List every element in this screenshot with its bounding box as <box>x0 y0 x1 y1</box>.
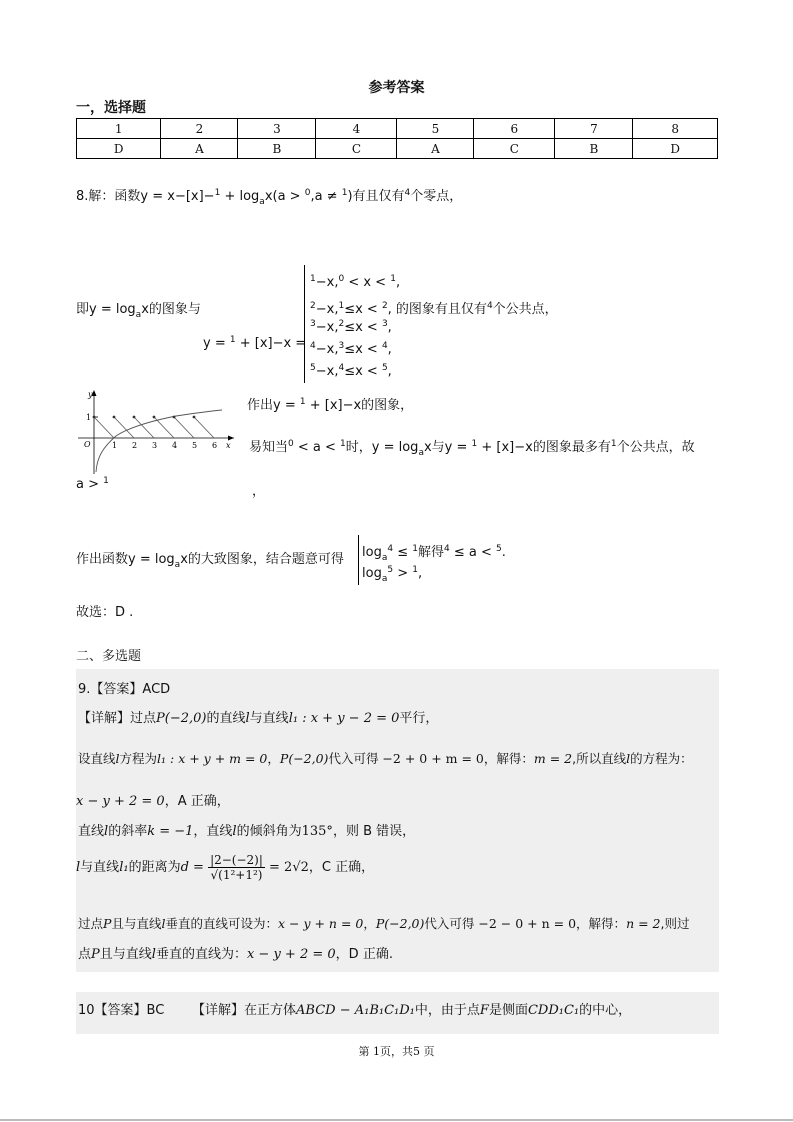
q9-math: l₁ : x + y − 2 = 0 <box>288 711 400 726</box>
table-cell: 7 <box>555 119 633 139</box>
q9-math: l <box>104 824 109 839</box>
q9-text: 的距离为 <box>128 860 181 875</box>
q8-text: ≤x < <box>344 364 382 379</box>
q8-text: 解得 <box>417 545 444 560</box>
q8-text: , <box>417 566 423 581</box>
q8-text: 3 <box>381 319 388 329</box>
sawtooth-segment <box>94 417 114 438</box>
q8-text: 4 <box>444 544 450 554</box>
table-cell: 4 <box>316 119 397 139</box>
q9-line <box>78 749 693 767</box>
q9-math: −2 + 0 + m = 0 <box>382 751 484 766</box>
q9-math: l <box>115 751 120 766</box>
q8-text: ≤x < <box>344 302 382 317</box>
piecewise-case <box>310 298 558 317</box>
sawtooth-segment <box>174 417 194 438</box>
q8-text: ≤x < <box>344 320 382 335</box>
q10-line <box>192 999 631 1018</box>
q9-text: 且与直线 <box>99 947 152 962</box>
q10-math: CDD₁C₁ <box>527 1003 580 1018</box>
graph-x-tick: 5 <box>192 441 198 450</box>
q9-math: l <box>76 860 81 875</box>
q8-text: 1 <box>214 188 221 198</box>
q9-text: ,所以直线 <box>572 751 627 766</box>
section-heading-choice: 一，选择题 <box>76 100 146 116</box>
q8-text: x的图象与 <box>141 302 201 317</box>
piecewise-case <box>310 364 392 379</box>
q8-text: log <box>362 566 382 581</box>
q8-text: )有且仅有 <box>347 189 405 204</box>
q9-text: 平行， <box>399 711 439 726</box>
q9-text: 的倾斜角为 <box>236 824 302 839</box>
q8-text: 个公共点， <box>492 302 558 317</box>
q8-text: a <box>418 448 424 458</box>
table-cell: D <box>633 139 718 159</box>
q9-text: ，直线 <box>193 824 233 839</box>
q9-math: −2 − 0 + n = 0 <box>478 916 577 931</box>
q8-text: 4 <box>387 544 394 554</box>
q8-text: −x, <box>315 302 339 317</box>
q8-text: 易知当 <box>249 440 289 455</box>
q8-text: 1 <box>310 274 316 284</box>
q9-math: P(−2,0) <box>279 751 329 766</box>
q8-text: a > <box>76 477 104 492</box>
x-axis-arrow <box>228 436 234 441</box>
q10-math: ABCD − A₁B₁C₁D₁ <box>296 1003 415 1018</box>
q9-text: ， <box>267 751 280 766</box>
q8-text: 2 <box>310 301 316 311</box>
q8-text: 4 <box>404 188 411 198</box>
q9-math: k = −1 <box>147 824 194 839</box>
q8-observation <box>249 436 695 458</box>
q9-text: 代入可得 <box>328 751 383 766</box>
q9-text: 代入可得 <box>424 916 479 931</box>
q8-eq-intro <box>76 298 201 320</box>
q10-heading: 10【答案】BC <box>78 1003 165 1018</box>
q8-text: log <box>362 545 382 560</box>
q8-text: 1 <box>412 565 418 575</box>
q8-text: x的大致图象，结合题意可得 <box>180 552 344 567</box>
q8-draw <box>247 394 413 413</box>
q8-text: 1 <box>340 439 346 449</box>
q9-text: 过点 <box>78 916 104 931</box>
table-cell: B <box>238 139 316 159</box>
table-cell: B <box>555 139 633 159</box>
q8-text: ≤ a < <box>449 545 497 560</box>
q8-text: 作出y = <box>247 398 300 413</box>
q9-math: l₁ <box>119 860 129 875</box>
q9-line <box>76 790 230 809</box>
q8-text: 1 <box>341 188 348 198</box>
q9-heading: 9.【答案】ACD <box>78 682 171 697</box>
q9-text: 方程为 <box>119 751 158 766</box>
q8-text: 1 <box>338 301 345 311</box>
q9-line <box>76 853 374 882</box>
sawtooth-segment <box>154 417 174 438</box>
graph-y-label: y <box>88 390 93 399</box>
q9-text: ，解得： <box>576 916 627 931</box>
q9-text: 且与直线 <box>111 916 162 931</box>
q8-text: a <box>135 310 142 320</box>
q8-text: −x, <box>315 364 339 379</box>
q8-text: + [x]−x = <box>235 336 307 351</box>
q8-text: + [x]−x的图象最多有 <box>477 440 611 455</box>
q9-math: = 2√2 <box>264 860 309 875</box>
table-cell: A <box>161 139 238 159</box>
q9-line <box>78 914 689 932</box>
q9-math: l <box>232 824 237 839</box>
q9-math: l <box>161 916 166 931</box>
sawtooth-segment <box>134 417 154 438</box>
q9-math: l <box>245 711 250 726</box>
q10-text: 是侧面 <box>488 1003 528 1018</box>
section-heading-multi: 二、多选题 <box>76 649 142 664</box>
q10-text: 的中心， <box>579 1003 632 1018</box>
sawtooth-dot <box>93 416 96 419</box>
q8-text: , 的图象有且仅有 <box>387 302 487 317</box>
table-cell: 5 <box>397 119 474 139</box>
graph-y-tick: 1 <box>86 413 92 422</box>
q8-text: 4 <box>381 341 388 351</box>
q9-text: 设直线 <box>78 751 116 766</box>
q9-text: ，D 正确. <box>335 947 393 962</box>
q8-text: y = <box>203 336 230 351</box>
q8-text: 个公共点，故 <box>616 440 695 455</box>
fraction-denominator: √(1²+1²) <box>210 868 263 882</box>
q8-piecewise-lhs <box>203 336 306 351</box>
graph-x-tick: 4 <box>172 441 178 450</box>
graph-x-tick: 3 <box>152 441 158 450</box>
q8-text: 0 <box>304 188 311 198</box>
q9-text: 垂直的直线可设为： <box>165 916 278 931</box>
q8-text: 1 <box>412 544 418 554</box>
q8-text: 2 <box>338 319 345 329</box>
q8-text: x(a > <box>264 189 305 204</box>
system-line-1 <box>362 541 506 563</box>
q8-text: , <box>395 275 401 290</box>
q8-final <box>76 548 344 570</box>
q9-text: 【详解】过点 <box>78 711 157 726</box>
piecewise-case <box>310 342 392 357</box>
q9-text: 点 <box>78 947 92 962</box>
graph-x-label: x <box>226 441 231 450</box>
q8-text: −x, <box>315 320 339 335</box>
q8-text: , <box>387 364 392 379</box>
q8-text: , <box>387 342 392 357</box>
q8-text: y = x−[x]− <box>140 189 215 204</box>
table-cell: C <box>316 139 397 159</box>
answer-table <box>76 118 718 159</box>
q8-text: a <box>381 574 388 584</box>
q8-text: 4 <box>310 341 316 351</box>
q8-text: 1 <box>229 335 236 345</box>
sawtooth-dot <box>133 416 136 419</box>
q8-text: 4 <box>486 301 493 311</box>
fraction-numerator: |2−(−2)| <box>210 853 263 867</box>
table-cell: A <box>397 139 474 159</box>
system-brace <box>358 535 359 585</box>
q9-text: 的直线 <box>206 711 246 726</box>
table-row-answers <box>77 139 718 159</box>
q8-text: 0 <box>338 274 345 284</box>
q9-text: ，解得： <box>483 751 534 766</box>
page-footer: 第 1页，共5 页 <box>358 1045 435 1058</box>
q8-statement <box>76 185 463 207</box>
q8-text: + [x]−x的图象， <box>305 398 414 413</box>
table-cell: C <box>474 139 555 159</box>
q8-text: 1 <box>103 476 109 486</box>
piecewise-brace <box>304 265 305 383</box>
q8-text: 时，y = log <box>345 440 419 455</box>
q10-text: 中，由于点 <box>414 1003 480 1018</box>
q8-text: −x, <box>315 342 339 357</box>
q8-text: < a < <box>293 440 341 455</box>
sawtooth-dot <box>173 416 176 419</box>
q8-text: a <box>381 553 388 563</box>
q9-math: P(−2,0) <box>375 916 425 931</box>
q9-text: ，则 B 错误， <box>332 824 416 839</box>
table-cell: 1 <box>77 119 161 139</box>
page-bottom-border <box>0 1119 793 1121</box>
table-cell: 6 <box>474 119 555 139</box>
q8-text: 5 <box>310 363 316 373</box>
q8-text: 1 <box>471 439 478 449</box>
q8-text: . <box>501 545 506 560</box>
q8-choice: 故选：D . <box>76 605 134 620</box>
q9-text: 的斜率 <box>108 824 148 839</box>
q8-text: ≤x < <box>344 342 382 357</box>
q9-math: P <box>91 947 100 962</box>
q8-text: 0 <box>288 439 294 449</box>
graph-origin: O <box>84 440 91 449</box>
sawtooth-dot <box>193 416 196 419</box>
q8-text: 1 <box>610 439 617 449</box>
page-title: 参考答案 <box>368 80 425 96</box>
q8-comma: ， <box>252 484 266 499</box>
q9-line <box>78 943 393 962</box>
q8-text: 即y = log <box>76 302 136 317</box>
q8-text: > <box>393 566 413 581</box>
q9-math: 135° <box>301 824 333 839</box>
q9-math: l <box>151 947 156 962</box>
q9-math: d = <box>180 860 209 875</box>
q8-text: 1 <box>390 274 396 284</box>
q9-math: l₁ : x + y + m = 0 <box>157 751 268 766</box>
q8-text: 个零点， <box>410 189 463 204</box>
q8-text: 3 <box>310 319 316 329</box>
q9-text: ，A 正确， <box>164 794 230 809</box>
q10-math: F <box>479 1003 489 1018</box>
q9-text: 垂直的直线为： <box>155 947 247 962</box>
q9-line <box>78 707 438 726</box>
q8-a-gt <box>76 477 109 492</box>
graph-x-tick: 1 <box>112 441 118 450</box>
q8-text: −x, <box>315 275 339 290</box>
q9-math: P <box>103 916 112 931</box>
q8-text: x与y = <box>423 440 472 455</box>
q8-text: ,a ≠ <box>310 189 342 204</box>
q9-text: ， <box>363 916 376 931</box>
q9-math: x − y + 2 = 0 <box>76 794 165 809</box>
q9-math: m = 2 <box>533 751 573 766</box>
q8-text: 5 <box>496 544 502 554</box>
q9-text: 与直线 <box>80 860 120 875</box>
q8-text: a <box>174 560 181 570</box>
sawtooth-dot <box>113 416 116 419</box>
q9-math: l <box>626 751 631 766</box>
table-cell: 2 <box>161 119 238 139</box>
table-cell: 8 <box>633 119 718 139</box>
q10-text: 【详解】在正方体 <box>192 1003 297 1018</box>
q9-math: P(−2,0) <box>156 711 207 726</box>
q8-text: 8.解：函数 <box>76 189 141 204</box>
q8-text: a <box>259 197 265 207</box>
q9-math: x − y + 2 = 0 <box>246 947 336 962</box>
table-cell: D <box>77 139 161 159</box>
distance-fraction <box>208 853 265 882</box>
q8-text: 4 <box>338 363 345 373</box>
q8-text: 1 <box>299 397 306 407</box>
q8-text: + log <box>220 189 260 204</box>
q8-text: < x < <box>344 275 391 290</box>
q9-text: ,则过 <box>660 916 690 931</box>
q9-text: 与直线 <box>249 711 289 726</box>
q9-text: 的方程为： <box>630 751 693 766</box>
q8-text: 5 <box>387 565 394 575</box>
q8-text: 3 <box>338 341 345 351</box>
sawtooth-segment <box>194 417 214 438</box>
table-row-numbers <box>77 119 718 139</box>
q8-text: 2 <box>381 301 388 311</box>
q8-text: 作出函数y = log <box>76 552 175 567</box>
q8-text: ≤ <box>393 545 413 560</box>
sawtooth-dot <box>153 416 156 419</box>
q8-text: 5 <box>381 363 388 373</box>
graph-x-tick: 2 <box>132 441 138 450</box>
function-graph <box>76 386 238 476</box>
q9-text: 直线 <box>78 824 105 839</box>
q9-math: x − y + n = 0 <box>277 916 364 931</box>
piecewise-case <box>310 320 392 335</box>
system-line-2 <box>362 565 423 584</box>
q8-text: , <box>387 320 392 335</box>
graph-x-tick: 6 <box>212 441 218 450</box>
q9-math: n = 2 <box>626 916 661 931</box>
table-cell: 3 <box>238 119 316 139</box>
q9-line <box>78 820 415 839</box>
piecewise-case <box>310 275 400 290</box>
q9-text: ，C 正确， <box>308 860 375 875</box>
